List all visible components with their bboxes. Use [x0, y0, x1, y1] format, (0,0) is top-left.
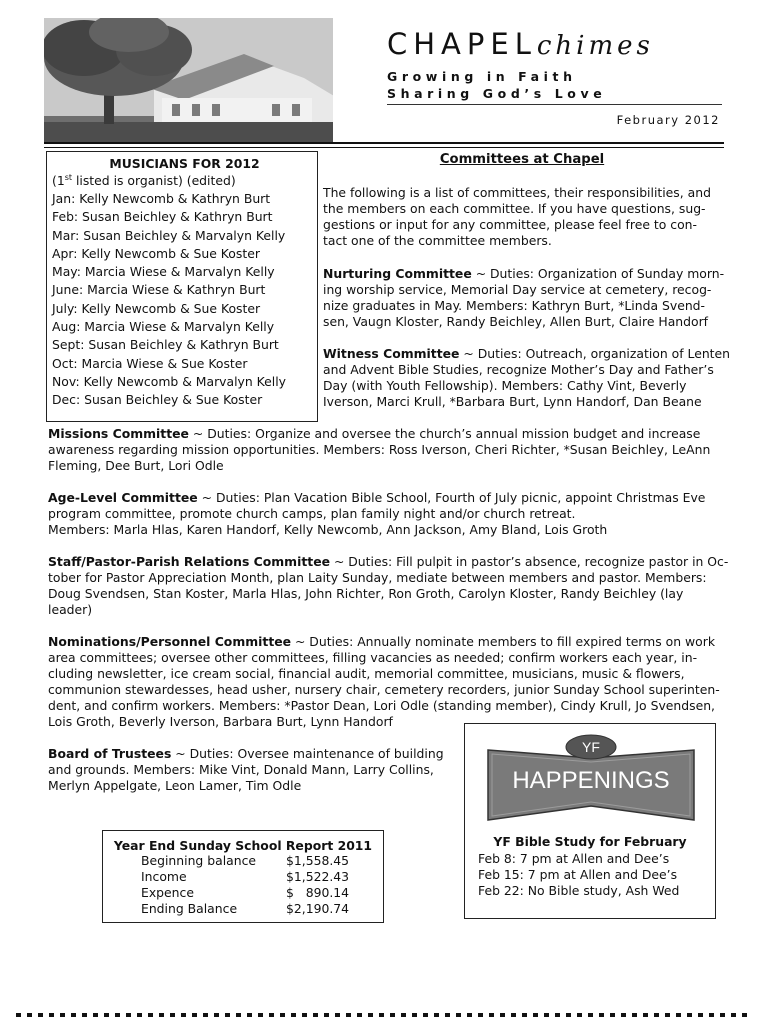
yf-happenings-banner	[486, 734, 696, 828]
musicians-box	[46, 151, 318, 422]
report-title: Year End Sunday School Report 2011	[113, 838, 373, 853]
sunday-school-report	[102, 830, 384, 923]
musicians-list	[52, 190, 317, 410]
age-level-committee: Age-Level Committee ~ Duties: Plan Vacation Bible School, Fourth of July picnic, appoint Christmas Eve program committee, promote church camps, plan family night and/or church retreat. Members: Marla Hlas, Karen Handorf, Kelly Newcomb, Ann Jackson, Amy Bland, Lois Groth	[48, 490, 706, 537]
title-script: chimes	[536, 31, 654, 61]
nominations-committee: Nominations/Personnel Committee ~ Duties: Annually nominate members to fill expired terms on work area committees; oversee other committees, filling vacancies as needed; confirm workers each year, in- cluding newsletter, ice cream social, financial audit, memorial committee, musicians, music & flowers, communion stewardesses, head usher, nursery chair, cemetery recorders, junior Sunday School superinten- dent, and confirm workers. Members: *Pastor Dean, Lori Odle (standing member), Cindy Krull, Jo Svendsen, Lois Groth, Beverly Iverson, Barbara Burt, Lynn Handorf	[48, 634, 720, 729]
table-row: Beginning balance	[141, 853, 257, 868]
list-item: July: Kelly Newcomb & Sue Koster	[52, 300, 261, 316]
list-item: Apr: Kelly Newcomb & Sue Koster	[52, 245, 260, 261]
report-value: $2,190.74	[286, 901, 350, 916]
happenings-text: HAPPENINGS	[512, 767, 670, 794]
list-item: Oct: Marcia Wiese & Sue Koster	[52, 355, 248, 371]
list-item: Mar: Susan Beichley & Marvalyn Kelly	[52, 227, 286, 243]
newsletter-title	[387, 26, 654, 64]
list-item: Feb 22: No Bible study, Ash Wed	[478, 883, 680, 898]
issue-date: February 2012	[616, 113, 720, 127]
committees-intro: The following is a list of committees, their responsibilities, and the members on each committee. If you have questions, sug- gestions or input for any committee, please feel free to con- tact one of the committee members.	[323, 185, 711, 248]
tagline-line-1: Growing in Faith	[387, 69, 577, 84]
committee-name: Nurturing Committee	[323, 266, 472, 281]
missions-committee: Missions Committee ~ Duties: Organize and oversee the church’s annual mission budget and increase awareness regarding mission opportunities. Members: Ross Iverson, Cheri Richter, *Susan Beichley, LeAnn Fleming, Dee Burt, Lori Odle	[48, 426, 711, 473]
table-row: Income	[141, 869, 187, 884]
yf-title: YF Bible Study for February	[493, 834, 687, 849]
tagline-line-2: Sharing God’s Love	[387, 86, 607, 101]
report-value: $1,558.45	[286, 853, 350, 868]
list-item: May: Marcia Wiese & Marvalyn Kelly	[52, 264, 275, 280]
report-value: $1,522.43	[286, 869, 350, 884]
list-item: Dec: Susan Beichley & Sue Koster	[52, 392, 263, 408]
musicians-note: (1st listed is organist) (edited)	[52, 172, 236, 188]
committee-name: Staff/Pastor-Parish Relations Committee	[48, 554, 330, 569]
report-value: $ 890.14	[286, 885, 350, 900]
list-item: Jan: Kelly Newcomb & Kathryn Burt	[52, 191, 271, 206]
tagline	[387, 68, 654, 102]
chapel-photo	[44, 18, 333, 142]
nurturing-committee: Nurturing Committee ~ Duties: Organization of Sunday morn- ing worship service, Memorial Day service at cemetery, recog- nize graduates in May. Members: Kathryn Burt, *Linda Svend- sen, Vaugn Kloster, Randy Beichley, Allen Burt, Claire Handorf	[323, 266, 725, 329]
masthead-rule	[387, 104, 722, 105]
list-item: Feb: Susan Beichley & Kathryn Burt	[52, 209, 273, 225]
dotted-footer-rule	[16, 1013, 752, 1017]
title-main: CHAPEL	[387, 27, 537, 61]
committee-name: Nominations/Personnel Committee	[48, 634, 292, 649]
yf-badge-text: YF	[582, 739, 600, 755]
list-item: Aug: Marcia Wiese & Marvalyn Kelly	[52, 319, 275, 335]
header-divider	[44, 142, 724, 148]
yf-happenings-box	[464, 723, 716, 919]
witness-committee: Witness Committee ~ Duties: Outreach, organization of Lenten and Advent Bible Studies, recognize Mother’s Day and Father’s Day (with Youth Fellowship). Members: Cathy Vint, Beverly Iverson, Marci Krull, *Barbara Burt, Lynn Handorf, Dan Beane	[323, 346, 731, 409]
trustees-committee: Board of Trustees ~ Duties: Oversee maintenance of building and grounds. Members: Mike Vint, Donald Mann, Larry Collins, Merlyn Appelgate, Leon Lamer, Tim Odle	[48, 746, 444, 793]
table-row: Expence	[141, 885, 194, 900]
committee-name: Board of Trustees	[48, 746, 172, 761]
table-row: Ending Balance	[141, 901, 238, 916]
list-item: June: Marcia Wiese & Kathryn Burt	[52, 282, 266, 298]
yf-schedule	[478, 851, 679, 899]
staff-ppr-committee: Staff/Pastor-Parish Relations Committee ~ Duties: Fill pulpit in pastor’s absence, recognize pastor in Oc- tober for Pastor Appreciation Month, plan Laity Sunday, mediate between members and pastor. Members: Doug Svendsen, Stan Koster, Marla Hlas, John Richter, Ron Groth, Carolyn Kloster, Randy Beichley (lay leader)	[48, 554, 729, 617]
masthead	[387, 26, 654, 102]
list-item: Sept: Susan Beichley & Kathryn Burt	[52, 337, 279, 353]
musicians-title: MUSICIANS FOR 2012	[109, 156, 260, 171]
list-item: Nov: Kelly Newcomb & Marvalyn Kelly	[52, 373, 287, 389]
list-item: Feb 15: 7 pm at Allen and Dee’s	[478, 867, 678, 882]
committees-title: Committees at Chapel	[439, 152, 605, 167]
committee-name: Witness Committee	[323, 346, 460, 361]
committee-name: Age-Level Committee	[48, 490, 198, 505]
list-item: Feb 8: 7 pm at Allen and Dee’s	[478, 851, 670, 866]
committee-name: Missions Committee	[48, 426, 189, 441]
